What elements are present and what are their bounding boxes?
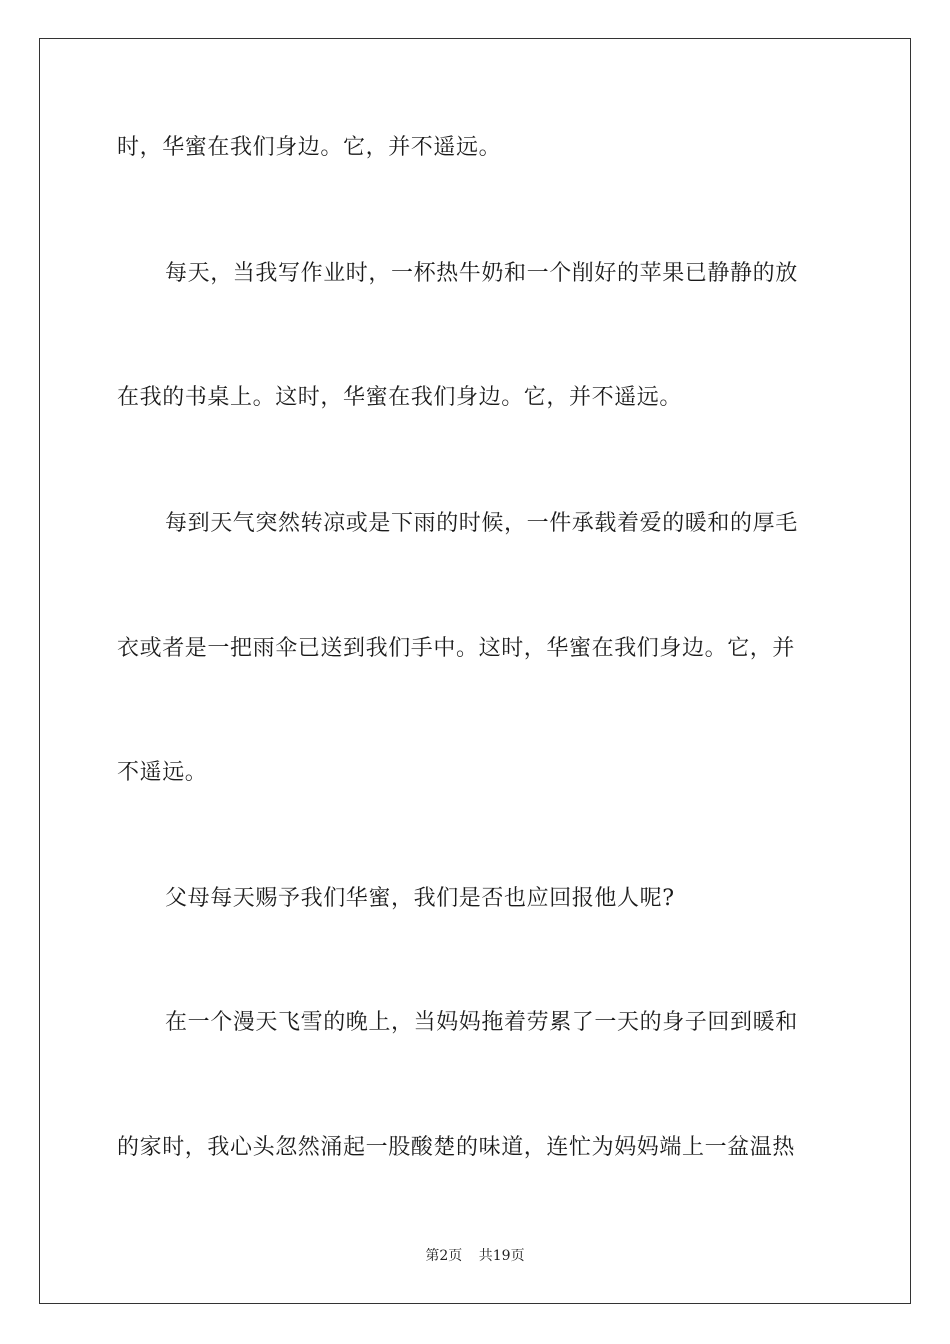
page-number: 第2页 [425,1248,463,1264]
page-total: 共19页 [478,1248,525,1264]
text-line: 在我的书桌上。这时，华蜜在我们身边。它，并不遥远。 [117,385,683,410]
text-line: 衣或者是一把雨伞已送到我们手中。这时，华蜜在我们身边。它，并 [117,636,796,661]
paragraph-start-line: 父母每天赐予我们华蜜，我们是否也应回报他人呢? [165,886,675,911]
paragraph-start-line: 每天，当我写作业时，一杯热牛奶和一个削好的苹果已静静的放 [165,261,798,286]
paragraph-start-line: 在一个漫天飞雪的晚上，当妈妈拖着劳累了一天的身子回到暖和 [165,1010,798,1035]
text-line: 不遥远。 [117,760,208,785]
text-line: 的家时，我心头忽然涌起一股酸楚的味道，连忙为妈妈端上一盆温热 [117,1135,796,1160]
paragraph-start-line: 每到天气突然转凉或是下雨的时候，一件承载着爱的暖和的厚毛 [165,511,798,536]
text-line: 时，华蜜在我们身边。它，并不遥远。 [117,135,502,160]
page-border [39,38,911,1304]
page-footer [0,1246,950,1266]
